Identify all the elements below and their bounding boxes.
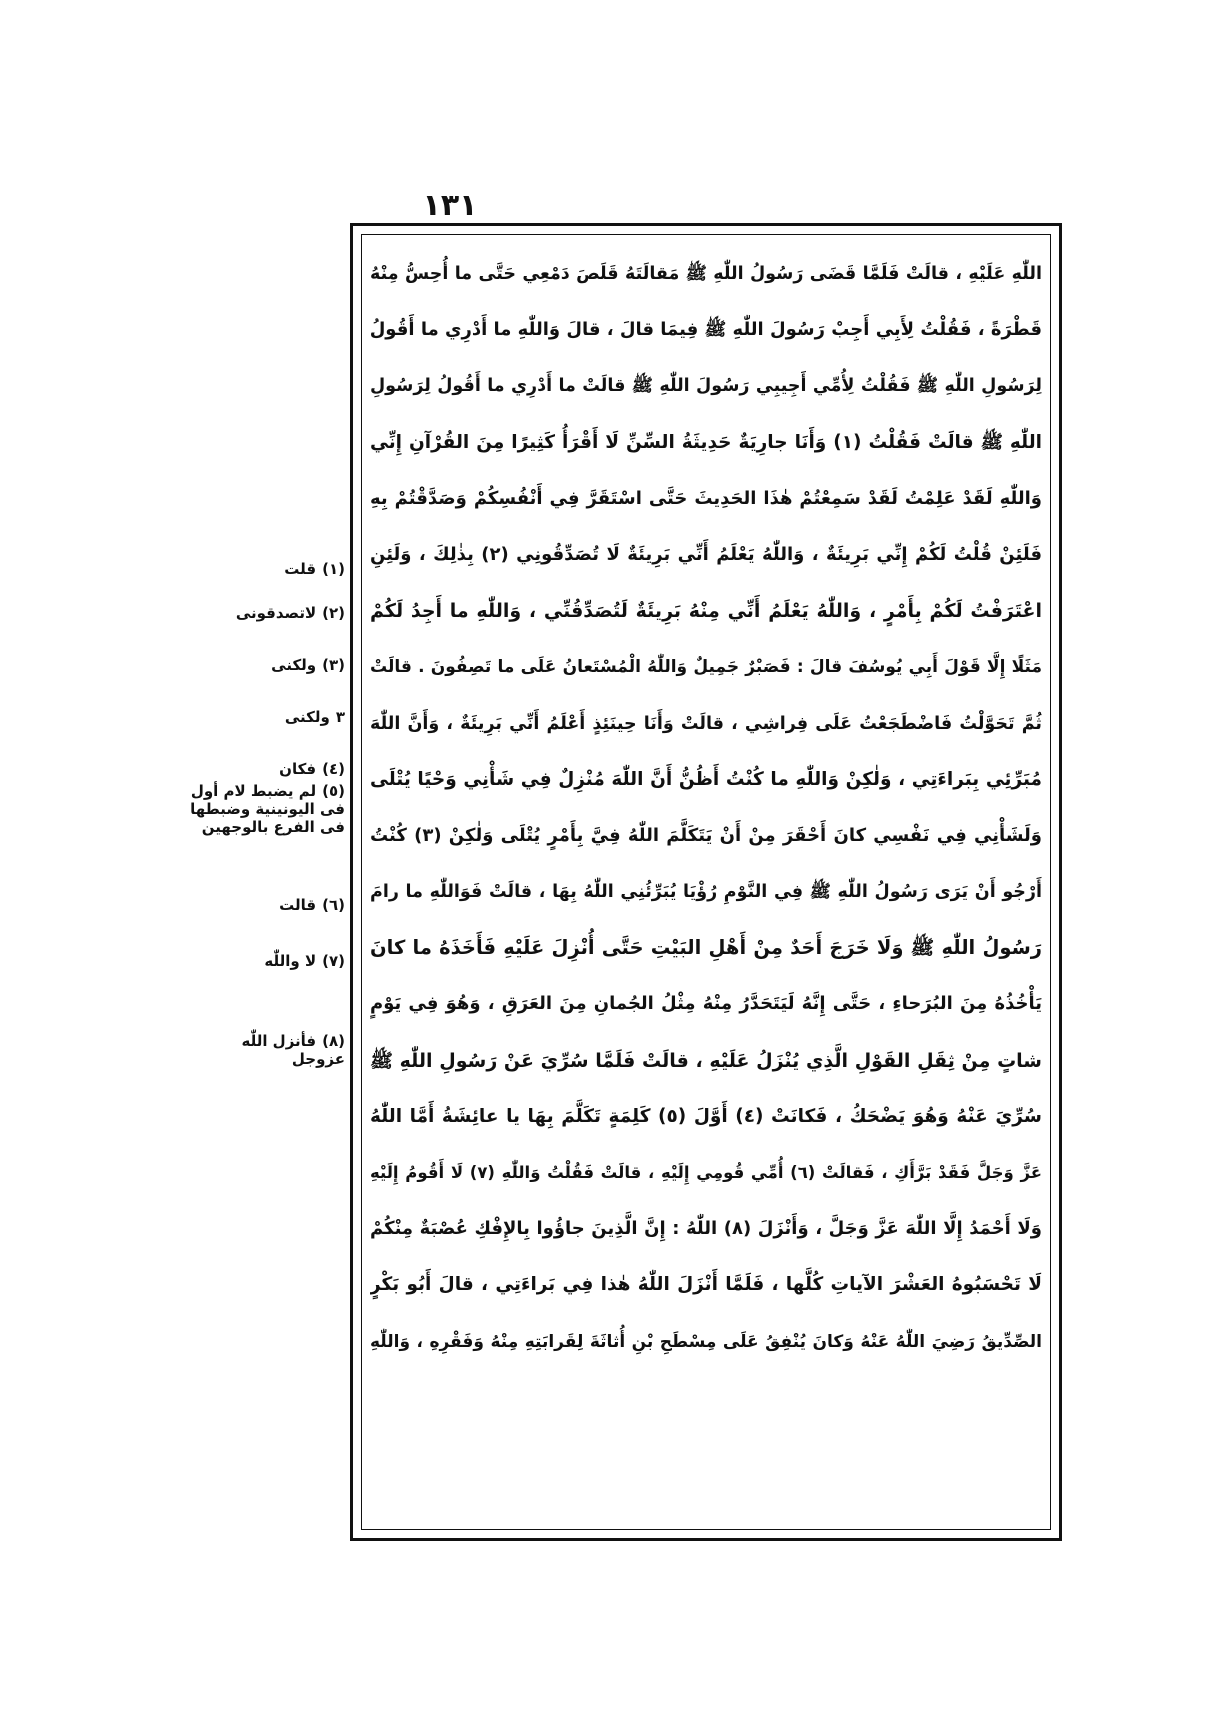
- margin-note: [190, 952, 345, 970]
- margin-note-text: ولكنى: [284, 708, 330, 726]
- text-line: قَطْرَةً ، فَقُلْتُ لِأَبِي أَجِبْ رَسُولَ اللّٰهِ ﷺ فِيمَا قالَ ، قالَ وَاللّٰهِ ما أَدْرِي ما أَقُولُ: [370, 319, 1042, 341]
- margin-note-number: (٤): [322, 760, 345, 778]
- text-line: اعْتَرَفْتُ لَكُمْ بِأَمْرٍ ، وَاللّٰهُ يَعْلَمُ أَنِّي مِنْهُ بَرِيئَةٌ لَتُصَدِّقُنِّي ، وَاللّٰهِ ما أَجِدُ لَكُمْ: [370, 600, 1042, 623]
- margin-note: [190, 1032, 345, 1068]
- margin-note-text: لاتصدقونى: [235, 604, 317, 622]
- text-line: مُبَرِّئِي بِبَراءَتِي ، وَلٰكِنْ وَاللّٰهِ ما كُنْتُ أَظُنُّ أَنَّ اللّٰهَ مُنْزِلٌ فِي شَأْنِي وَحْيًا يُتْلَى: [370, 768, 1042, 790]
- margin-note-number: ٣: [335, 708, 345, 726]
- margin-note-text: لم يضبط لام أول فى اليونينية وضبطها فى الفرع بالوجهين: [190, 782, 345, 836]
- text-line: شاتٍ مِنْ ثِقَلِ القَوْلِ الَّذِي يُنْزَلُ عَلَيْهِ ، قالَتْ فَلَمَّا سُرِّيَ عَنْ رَسُولِ اللّٰهِ ﷺ: [370, 1049, 1042, 1072]
- margin-note-text: قلت: [284, 560, 317, 578]
- text-line: يَأْخُذُهُ مِنَ البُرَحاءِ ، حَتَّى إِنَّهُ لَيَتَحَدَّرُ مِنْهُ مِثْلُ الجُمانِ مِنَ العَرَقِ ، وَهُوَ فِي يَوْمٍ: [370, 993, 1042, 1015]
- page-number: ١٣١: [422, 188, 478, 223]
- text-line: رَسُولُ اللّٰهِ ﷺ وَلَا خَرَجَ أَحَدٌ مِنْ أَهْلِ البَيْتِ حَتَّى أُنْزِلَ عَلَيْهِ فَأَخَذَهُ ما كانَ: [370, 936, 1042, 960]
- margin-note-text: ولكنى: [271, 656, 317, 674]
- margin-note: [190, 560, 345, 578]
- text-line: وَلَا أَحْمَدُ إِلَّا اللّٰهَ عَزَّ وَجَلَّ ، وَأَنْزَلَ (٨) اللّٰهُ : إِنَّ الَّذِينَ جاؤُوا بِالإِفْكِ عُصْبَةٌ مِنْكُمْ: [370, 1218, 1042, 1240]
- text-line: لَا تَحْسَبُوهُ العَشْرَ الآياتِ كُلَّها ، فَلَمَّا أَنْزَلَ اللّٰهُ هٰذا فِي بَراءَتِي ، قالَ أَبُو بَكْرٍ: [370, 1274, 1042, 1296]
- text-line: فَلَئِنْ قُلْتُ لَكُمْ إِنِّي بَرِيئَةٌ ، وَاللّٰهُ يَعْلَمُ أَنِّي بَرِيئَةٌ لَا تُصَدِّقُونِي (٢) بِذٰلِكَ ، وَلَئِنِ: [370, 543, 1042, 565]
- margin-note-number: (٢): [322, 604, 345, 622]
- margin-note: [190, 656, 345, 674]
- text-line: وَاللّٰهِ لَقَدْ عَلِمْتُ لَقَدْ سَمِعْتُمْ هٰذَا الحَدِيثَ حَتَّى اسْتَقَرَّ فِي أَنْفُسِكُمْ وَصَدَّقْتُمْ بِهِ: [370, 487, 1042, 509]
- text-line: الصِّدِّيقُ رَضِيَ اللّٰهُ عَنْهُ وَكانَ يُنْفِقُ عَلَى مِسْطَحِ بْنِ أُثاثَةَ لِقَرابَتِهِ مِنْهُ وَفَقْرِهِ ، وَاللّٰهِ: [370, 1331, 1042, 1352]
- margin-note-text: فأنزل اللّٰه عزوجل: [241, 1032, 345, 1068]
- margin-note: [190, 782, 345, 836]
- text-line: ثُمَّ تَحَوَّلْتُ فَاضْطَجَعْتُ عَلَى فِراشِي ، قالَتْ وَأَنَا حِينَئِذٍ أَعْلَمُ أَنِّي بَرِيئَةٌ ، وَأَنَّ اللّٰهَ: [370, 713, 1042, 734]
- margin-note-number: (٦): [322, 896, 345, 914]
- text-line: سُرِّيَ عَنْهُ وَهُوَ يَضْحَكُ ، فَكانَتْ (٤) أَوَّلَ (٥) كَلِمَةٍ تَكَلَّمَ بِهَا يا عائِشَةُ أَمَّا اللّٰهُ: [370, 1105, 1042, 1127]
- margin-note: [190, 708, 345, 726]
- margin-note: [190, 760, 345, 778]
- margin-note-number: (٣): [322, 656, 345, 674]
- text-line: اللّٰهِ عَلَيْهِ ، قالَتْ فَلَمَّا قَضَى رَسُولُ اللّٰهِ ﷺ مَقالَتَهُ قَلَصَ دَمْعِي حَتَّى ما أُحِسُّ مِنْهُ: [370, 264, 1042, 284]
- margin-note: [190, 896, 345, 914]
- margin-note-number: (١): [322, 560, 345, 578]
- main-text-block: [370, 246, 1042, 1526]
- text-line: مَثَلًا إِلَّا قَوْلَ أَبِي يُوسُفَ قالَ : فَصَبْرٌ جَمِيلٌ وَاللّٰهُ الْمُسْتَعانُ عَلَى ما تَصِفُونَ . قالَتْ: [370, 657, 1042, 678]
- margin-note-text: قالت: [279, 896, 317, 914]
- text-line: أَرْجُو أَنْ يَرَى رَسُولُ اللّٰهِ ﷺ فِي النَّوْمِ رُؤْيَا يُبَرِّئُنِي اللّٰهُ بِهَا ، قالَتْ فَوَاللّٰهِ ما رامَ: [370, 882, 1042, 903]
- text-line: وَلَشَأْنِي فِي نَفْسِي كانَ أَحْقَرَ مِنْ أَنْ يَتَكَلَّمَ اللّٰهُ فِيَّ بِأَمْرٍ يُتْلَى وَلٰكِنْ (٣) كُنْتُ: [370, 824, 1042, 846]
- margin-note: [190, 604, 345, 622]
- text-line: اللّٰهِ ﷺ قالَتْ فَقُلْتُ (١) وَأَنَا جارِيَةٌ حَدِيثَةُ السِّنِّ لَا أَقْرَأُ كَثِيرًا مِنَ القُرْآنِ إِنِّي: [370, 431, 1042, 453]
- margin-note-text: لا واللّٰه: [264, 952, 317, 970]
- margin-note-number: (٧): [322, 952, 345, 970]
- text-line: عَزَّ وَجَلَّ فَقَدْ بَرَّأَكِ ، فَقالَتْ (٦) أُمِّي قُومِي إِلَيْهِ ، قالَتْ فَقُلْتُ وَاللّٰهِ (٧) لَا أَقُومُ إِلَيْهِ: [370, 1163, 1042, 1182]
- text-line: لِرَسُولِ اللّٰهِ ﷺ فَقُلْتُ لِأُمِّي أَجِيبِي رَسُولَ اللّٰهِ ﷺ قالَتْ ما أَدْرِي ما أَقُولُ لِرَسُولِ: [370, 376, 1042, 397]
- margin-note-number: (٥): [322, 782, 345, 800]
- margin-note-number: (٨): [322, 1032, 345, 1050]
- margin-note-text: فكان: [279, 760, 317, 778]
